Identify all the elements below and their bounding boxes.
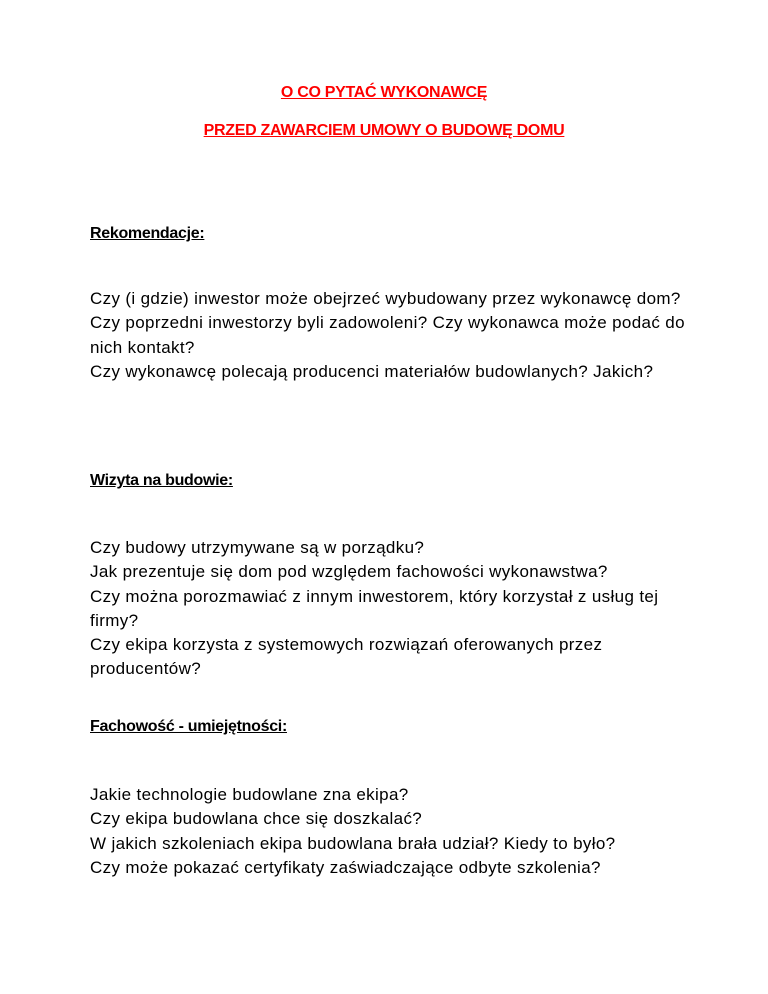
document-title: O CO PYTAĆ WYKONAWCĘ bbox=[280, 84, 488, 101]
section-rekomendacje bbox=[90, 287, 690, 384]
question-paragraph: Czy ekipa budowlana chce się doszkalać? bbox=[90, 809, 423, 829]
section-fachowosc bbox=[90, 783, 690, 880]
section-heading-rekomendacje: Rekomendacje: bbox=[90, 225, 205, 242]
question-paragraph: Czy ekipa korzysta z systemowych rozwiązań oferowanych przez producentów? bbox=[90, 635, 603, 679]
section-wizyta bbox=[90, 536, 690, 682]
section-heading-wizyta: Wizyta na budowie: bbox=[90, 472, 233, 489]
question-paragraph: Czy może pokazać certyfikaty zaświadczające odbyte szkolenia? bbox=[90, 857, 601, 877]
question-paragraph: Czy poprzedni inwestorzy byli zadowoleni? Czy wykonawca może podać do nich kontakt? bbox=[90, 313, 685, 357]
question-paragraph: Jak prezentuje się dom pod względem fachowości wykonawstwa? bbox=[90, 562, 608, 582]
section-heading-fachowosc: Fachowość - umiejętności: bbox=[90, 718, 287, 735]
question-paragraph: Czy budowy utrzymywane są w porządku? bbox=[90, 538, 425, 557]
question-paragraph: Czy wykonawcę polecają producenci materiałów budowlanych? Jakich? bbox=[90, 361, 654, 381]
question-paragraph: Czy można porozmawiać z innym inwestorem, który korzystał z usług tej firmy? bbox=[90, 586, 659, 630]
question-paragraph: Jakie technologie budowlane zna ekipa? bbox=[90, 785, 409, 804]
document-subtitle: PRZED ZAWARCIEM UMOWY O BUDOWĘ DOMU bbox=[203, 122, 565, 139]
question-paragraph: Czy (i gdzie) inwestor może obejrzeć wybudowany przez wykonawcę dom? bbox=[90, 289, 681, 308]
question-paragraph: W jakich szkoleniach ekipa budowlana brała udział? Kiedy to było? bbox=[90, 833, 616, 853]
